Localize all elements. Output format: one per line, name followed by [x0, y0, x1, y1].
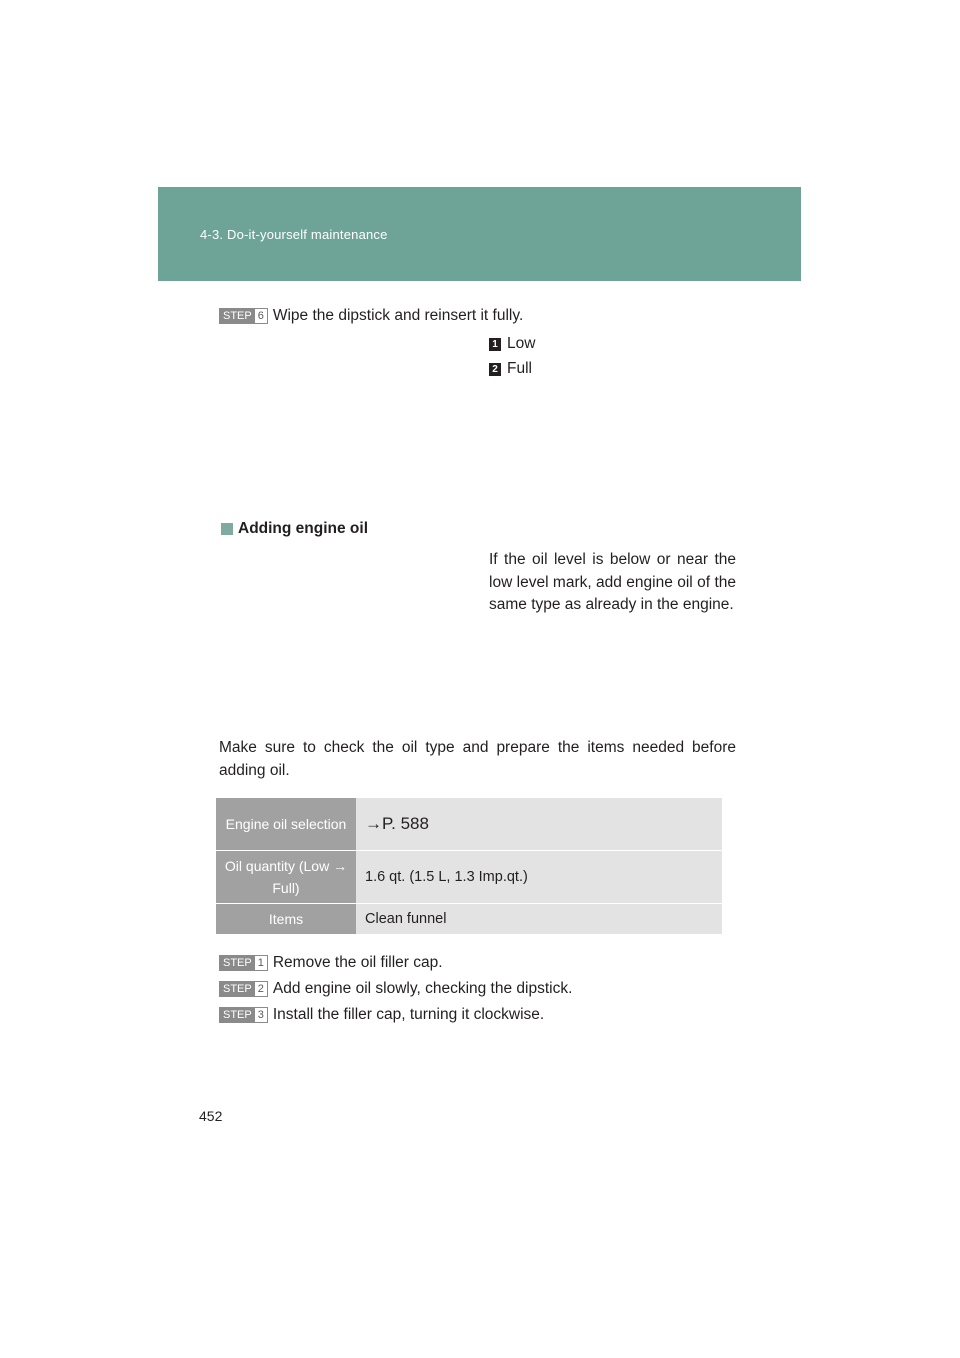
- number-1-icon: 1: [489, 338, 501, 351]
- row-label: Items: [216, 904, 356, 934]
- step-text: Remove the oil filler cap.: [272, 954, 443, 971]
- number-2-icon: 2: [489, 363, 501, 376]
- row-value: 1.6 qt. (1.5 L, 1.3 Imp.qt.): [365, 869, 528, 885]
- oil-level-note: If the oil level is below or near the low level mark, add engine oil of the same type as already in the engine.: [489, 551, 736, 614]
- step-text: Install the filler cap, turning it clockwise.: [272, 1006, 545, 1023]
- intro-paragraph: Make sure to check the oil type and prepare the items needed before adding oil.: [219, 739, 736, 779]
- table-row: [216, 904, 722, 934]
- callout-label: Low: [507, 335, 536, 352]
- table-row: [216, 851, 722, 903]
- table-row: [216, 798, 722, 850]
- step-badge: STEP 1: [219, 955, 268, 971]
- callout-label: Full: [507, 360, 532, 377]
- callout-low: [489, 333, 535, 355]
- step-text: Wipe the dipstick and reinsert it fully.: [272, 307, 524, 324]
- row-label: Oil quantity (Low → Full): [216, 851, 356, 903]
- step-badge: STEP 6: [219, 308, 268, 324]
- callout-full: [489, 358, 532, 380]
- step-badge: STEP 2: [219, 981, 268, 997]
- spec-table: [216, 798, 722, 935]
- step-3: [219, 1004, 544, 1026]
- step-2: [219, 978, 572, 1000]
- step-1: [219, 952, 443, 974]
- step-badge: STEP 3: [219, 1007, 268, 1023]
- square-bullet-icon: [221, 523, 233, 535]
- step-6: [219, 305, 523, 327]
- header-band: [158, 187, 801, 281]
- page-number: 452: [199, 1108, 223, 1124]
- adding-oil-heading: Adding engine oil: [221, 520, 368, 538]
- row-label: Engine oil selection: [216, 798, 356, 850]
- step-text: Add engine oil slowly, checking the dipstick.: [272, 980, 573, 997]
- row-value: →P. 588: [365, 814, 429, 833]
- row-value: Clean funnel: [365, 911, 447, 927]
- section-title: 4-3. Do-it-yourself maintenance: [200, 227, 388, 242]
